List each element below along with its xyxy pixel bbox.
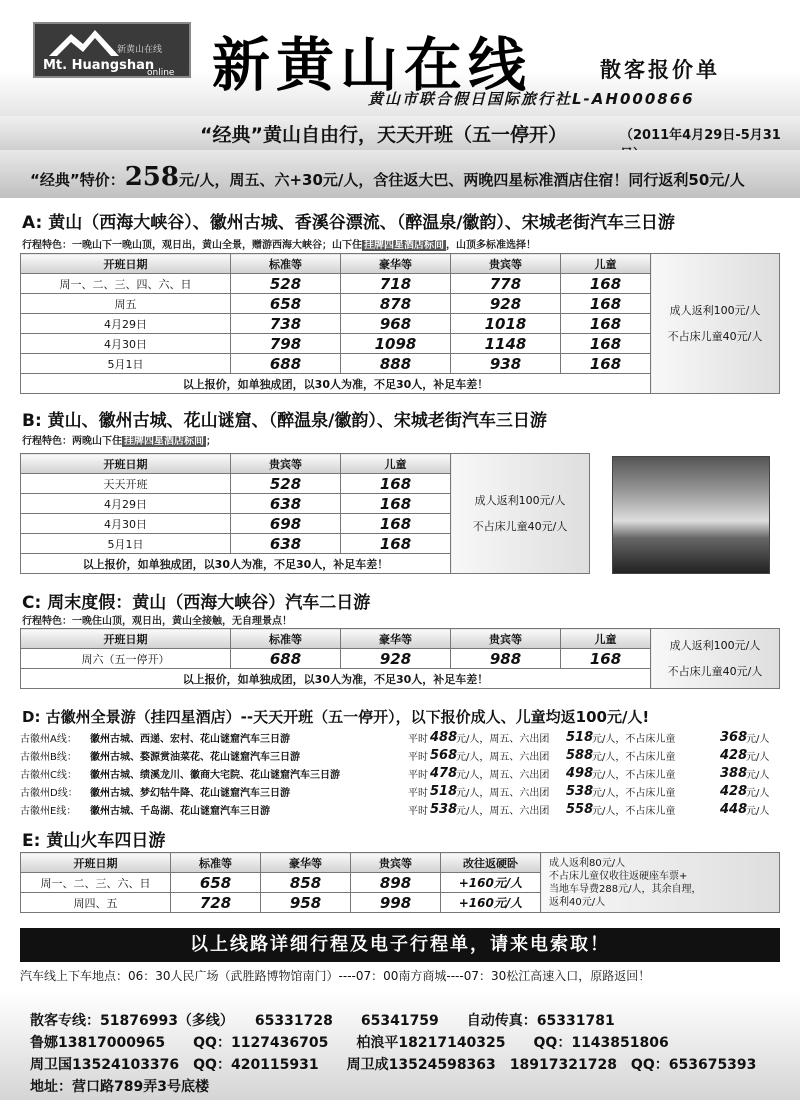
price-end: 元/人 <box>746 788 770 799</box>
table-row: 5月1日 638 168 <box>21 534 590 554</box>
contact-cta: 以上线路详细行程及电子行程单，请来电索取！ <box>20 928 780 962</box>
child-label: 元/人，不占床儿童 <box>592 806 676 817</box>
table-b: 开班日期 贵宾等 儿童 成人返利100元/人 不占床儿童40元/人 天天开班 528 168 4月29日 638 168 4月30日 698 168 5月1日 638 168 以上报价，如单独成团，以30人为准，不足30人，补足车差！ <box>20 453 590 574</box>
promo-title: “经典”黄山自由行，天天开班（五一停开） <box>200 124 567 146</box>
price-weekday: 538 <box>430 802 458 817</box>
section-a-note: 以上报价，如单独成团，以30人为准，不足30人，补足车差！ <box>21 374 651 394</box>
price-weekday: 478 <box>430 766 458 781</box>
footer-line-3: 周卫国13524103376 QQ：420115931 周卫成13524598363 18917321728 QQ：653675393 <box>30 1057 757 1073</box>
price-weekday: 568 <box>430 748 458 763</box>
price-label: 平时 <box>408 770 428 781</box>
table-row: 4月30日 798 1098 1148 168 <box>21 334 780 354</box>
price-text: “经典”特价：258元/人，周五、六+30元/人，含往返大巴、两晚四星标准酒店住宿！同行返利50元/人 <box>30 162 745 192</box>
table-row: 周五 658 878 928 168 <box>21 294 780 314</box>
route-desc: 徽州古城、西递、宏村、花山谜窟汽车三日游 <box>90 734 290 745</box>
mountain-photo <box>612 456 770 574</box>
promo-date: （2011年4月29日-5月31 <box>620 128 781 143</box>
price-unit: 元/人，周五、六出团 <box>456 752 550 763</box>
table-row: 周六（五一停开） 688 928 988 168 <box>21 649 780 669</box>
footer-line-4: 地址：营口路789弄3号底楼 <box>30 1079 209 1095</box>
route-name: 古徽州A线： <box>20 734 77 745</box>
page-subtitle: 散客报价单 <box>600 58 720 82</box>
price-unit: 元/人，周五、六出团 <box>456 734 550 745</box>
table-row: 周四、五 728 958 998 +160元/人 <box>21 893 780 913</box>
price-weekend: 588 <box>566 748 594 763</box>
table-row: 4月29日 638 168 <box>21 494 590 514</box>
mountain-icon <box>49 30 119 56</box>
section-a-features: 行程特色：一晚山下一晚山顶，观日出，黄山全景，赠游西海大峡谷；山下住 挂牌四星酒店标间 ，山顶多标准选择！ <box>22 240 536 251</box>
price-label: 平时 <box>408 788 428 799</box>
logo-en: Mt. Huangshan <box>43 58 155 73</box>
child-label: 元/人，不占床儿童 <box>592 788 676 799</box>
price-child: 428 <box>720 784 748 799</box>
logo <box>33 22 191 78</box>
table-e: 开班日期 标准等 豪华等 贵宾等 改往返硬卧 成人返利80元/人 不占床儿童仅收往返硬座车票+ 当地车导费288元/人，其余自理， 返利40元/人 周一、二、三、六、日 658 858 898 +160元/人 周四、五 728 958 998 +160元/人 <box>20 852 780 913</box>
section-b-features: 行程特色：两晚山下住 挂牌四星酒店标间 ； <box>22 436 216 447</box>
price-weekend: 558 <box>566 802 594 817</box>
price-end: 元/人 <box>746 770 770 781</box>
section-a-side: 成人返利100元/人 不占床儿童40元/人 <box>651 254 780 394</box>
pickup-info: 汽车线上下车地点：06：30人民广场（武胜路博物馆南门）----07：00南方商城----07：30松江高速入口，原路返回！ <box>20 969 651 983</box>
price-child: 428 <box>720 748 748 763</box>
price-weekend: 538 <box>566 784 594 799</box>
table-row: 5月1日 688 888 938 168 <box>21 354 780 374</box>
table-a: 开班日期 标准等 豪华等 贵宾等 儿童 成人返利100元/人 不占床儿童40元/人 周一、二、三、四、六、日 528 718 778 168 周五 658 878 928 168 4月29日 738 968 1018 168 4月30日 798 1098 1148 168 5月1日 688 888 938 168 以上报价，如单独成团，以30人为准，不足30人，补足车差！ <box>20 253 780 394</box>
agency-name: 黄山市联合假日国际旅行社L-AH000866 <box>368 90 695 108</box>
route-name: 古徽州D线： <box>20 788 78 799</box>
section-d-title: D: 古徽州全景游（挂四星酒店）--天天开班（五一停开），以下报价成人、儿童均返100元/人! <box>22 708 650 726</box>
price-child: 388 <box>720 766 748 781</box>
section-e-side: 成人返利80元/人 不占床儿童仅收往返硬座车票+ 当地车导费288元/人，其余自理， 返利40元/人 <box>541 853 780 913</box>
table-row: 周一、二、三、四、六、日 528 718 778 168 <box>21 274 780 294</box>
promo-banner <box>0 116 800 150</box>
price-label: 平时 <box>408 752 428 763</box>
footer-line-2: 鲁娜13817000965 QQ：1127436705 柏浪平18217140325 QQ：1143851806 <box>30 1035 669 1051</box>
price-child: 448 <box>720 802 748 817</box>
route-desc: 徽州古城、千岛湖、花山谜窟汽车三日游 <box>90 806 270 817</box>
price-weekend: 518 <box>566 730 594 745</box>
section-b-title: B: 黄山、徽州古城、花山谜窟、（醉温泉/徽韵）、宋城老街汽车三日游 <box>22 411 547 431</box>
price-unit: 元/人，周五、六出团 <box>456 770 550 781</box>
section-a-title: A: 黄山（西海大峡谷）、徽州古城、香溪谷漂流、（醉温泉/徽韵）、宋城老街汽车三日游 <box>22 213 675 233</box>
price-end: 元/人 <box>746 806 770 817</box>
price-end: 元/人 <box>746 734 770 745</box>
price-label: 平时 <box>408 806 428 817</box>
footer <box>0 992 800 1100</box>
price-unit: 元/人，周五、六出团 <box>456 806 550 817</box>
price-child: 368 <box>720 730 748 745</box>
price-weekday: 488 <box>430 730 458 745</box>
section-c-note: 以上报价，如单独成团，以30人为准，不足30人，补足车差！ <box>21 669 651 689</box>
section-c-title: C: 周末度假：黄山（西海大峡谷）汽车二日游 <box>22 593 371 613</box>
child-label: 元/人，不占床儿童 <box>592 770 676 781</box>
section-b-side: 成人返利100元/人 不占床儿童40元/人 <box>451 454 590 574</box>
section-b-note: 以上报价，如单独成团，以30人为准，不足30人，补足车差！ <box>21 554 451 574</box>
route-name: 古徽州B线： <box>20 752 77 763</box>
section-e-title: E: 黄山火车四日游 <box>22 831 166 851</box>
footer-line-1: 散客专线：51876993（多线） 65331728 65341759 自动传真：65331781 <box>30 1013 615 1029</box>
route-name: 古徽州E线： <box>20 806 77 817</box>
special-price: 258 <box>124 162 179 192</box>
route-desc: 徽州古城、梦幻牯牛降、花山谜窟汽车三日游 <box>90 788 290 799</box>
table-row: 天天开班 528 168 <box>21 474 590 494</box>
price-banner <box>0 150 800 198</box>
child-label: 元/人，不占床儿童 <box>592 752 676 763</box>
price-weekday: 518 <box>430 784 458 799</box>
header <box>0 0 800 118</box>
page-title: 新黄山在线 <box>212 31 533 99</box>
logo-cn: 新黄山在线 <box>117 45 163 55</box>
price-label: 平时 <box>408 734 428 745</box>
logo-online: online <box>147 68 175 78</box>
table-row: 周一、二、三、六、日 658 858 898 +160元/人 <box>21 873 780 893</box>
child-label: 元/人，不占床儿童 <box>592 734 676 745</box>
price-unit: 元/人，周五、六出团 <box>456 788 550 799</box>
section-c-features: 行程特色：一晚住山顶，观日出，黄山全接触，无自理景点！ <box>22 616 292 627</box>
price-end: 元/人 <box>746 752 770 763</box>
price-weekend: 498 <box>566 766 594 781</box>
table-c: 开班日期 标准等 豪华等 贵宾等 儿童 成人返利100元/人 不占床儿童40元/人 周六（五一停开） 688 928 988 168 以上报价，如单独成团，以30人为准，不足30人，补足车差！ <box>20 628 780 689</box>
route-desc: 徽州古城、绩溪龙川、徽商大宅院、花山谜窟汽车三日游 <box>90 770 340 781</box>
route-desc: 徽州古城、婺源赏油菜花、花山谜窟汽车三日游 <box>90 752 300 763</box>
table-row: 4月30日 698 168 <box>21 514 590 534</box>
route-name: 古徽州C线： <box>20 770 77 781</box>
table-row: 4月29日 738 968 1018 168 <box>21 314 780 334</box>
section-c-side: 成人返利100元/人 不占床儿童40元/人 <box>651 629 780 689</box>
